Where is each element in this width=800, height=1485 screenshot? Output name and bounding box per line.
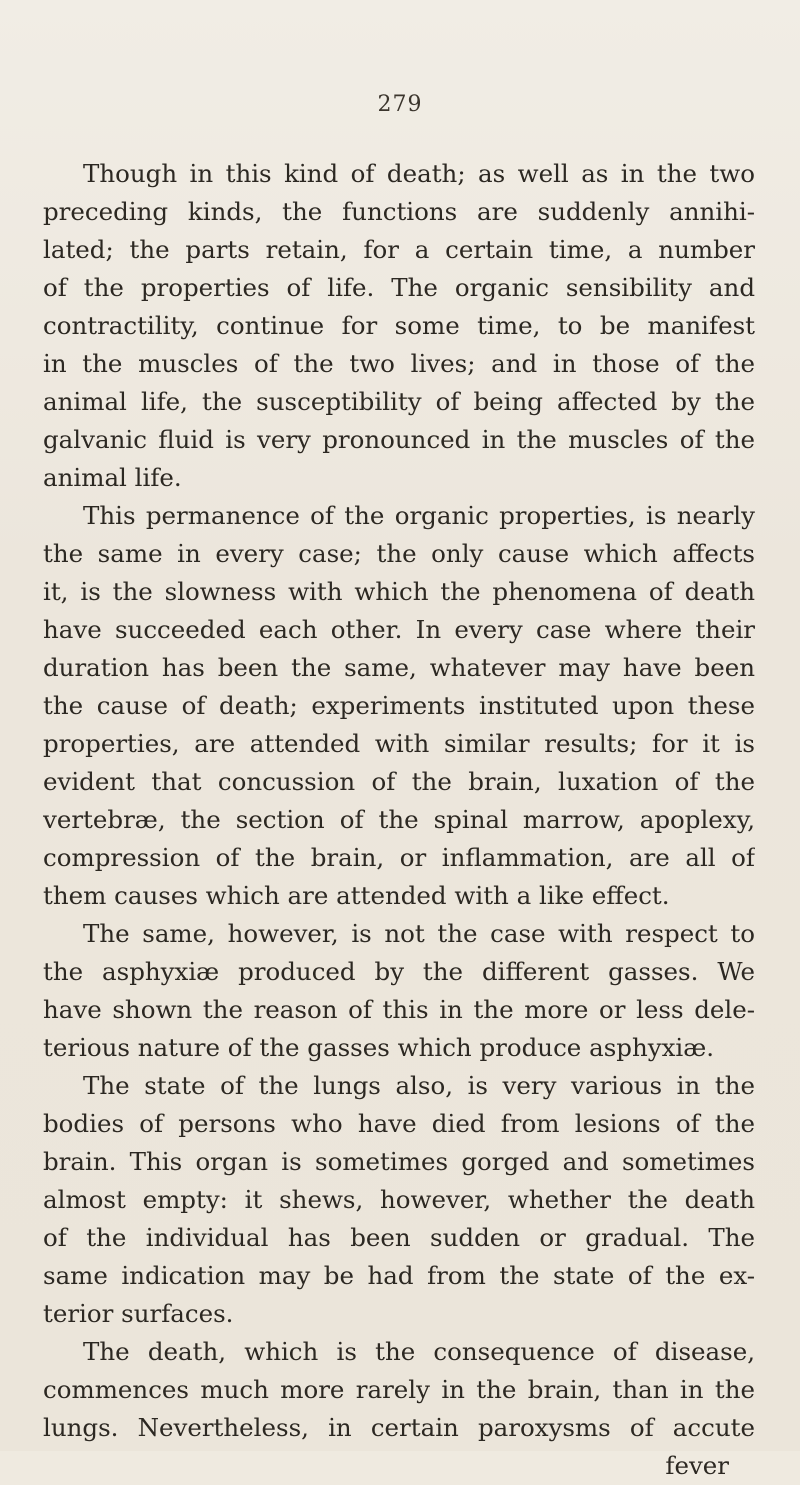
- text-line: lungs. Nevertheless, in certain paroxysms of accute: [43, 1413, 755, 1442]
- text-line: vertebræ, the section of the spinal marrow, apoplexy,: [43, 805, 755, 834]
- text-line: almost empty: it shews, however, whether the death: [43, 1185, 755, 1214]
- text-line: galvanic fluid is very pronounced in the muscles of the: [43, 425, 755, 454]
- text-line: of the individual has been sudden or gradual. The: [43, 1223, 755, 1252]
- text-line: The same, however, is not the case with respect to: [83, 919, 755, 948]
- text-line: properties, are attended with similar results; for it is: [43, 729, 755, 758]
- page-number: 279: [377, 92, 423, 117]
- text-line: same indication may be had from the state of the ex-: [43, 1261, 755, 1290]
- text-lines: [43, 155, 755, 1447]
- text-line: terious nature of the gasses which produce asphyxiæ.: [43, 1033, 715, 1062]
- text-line: terior surfaces.: [43, 1299, 234, 1328]
- text-line: of the properties of life. The organic sensibility and: [43, 273, 755, 302]
- body-text: [43, 155, 755, 1485]
- text-line: animal life.: [43, 463, 182, 492]
- text-line: This permanence of the organic properties, is nearly: [83, 501, 755, 530]
- text-line: The state of the lungs also, is very various in the: [83, 1071, 755, 1100]
- text-line: commences much more rarely in the brain, than in the: [43, 1375, 755, 1404]
- text-line: duration has been the same, whatever may have been: [43, 653, 755, 682]
- text-line: have succeeded each other. In every case where their: [43, 615, 755, 644]
- text-line: lated; the parts retain, for a certain time, a number: [43, 235, 755, 264]
- text-line: them causes which are attended with a like effect.: [43, 881, 670, 910]
- text-line: the asphyxiæ produced by the different gasses. We: [43, 957, 755, 986]
- text-line: evident that concussion of the brain, luxation of the: [43, 767, 755, 796]
- text-line: the same in every case; the only cause which affects: [43, 539, 755, 568]
- text-line: it, is the slowness with which the phenomena of death: [43, 577, 755, 606]
- text-line: brain. This organ is sometimes gorged and sometimes: [43, 1147, 755, 1176]
- text-line: the cause of death; experiments instituted upon these: [43, 691, 755, 720]
- text-line: preceding kinds, the functions are suddenly annihi-: [43, 197, 755, 226]
- text-line: Though in this kind of death; as well as in the two: [83, 159, 755, 188]
- text-line: bodies of persons who have died from lesions of the: [43, 1109, 755, 1138]
- text-line: compression of the brain, or inflammation, are all of: [43, 843, 755, 872]
- text-line: in the muscles of the two lives; and in those of the: [43, 349, 755, 378]
- text-line: contractility, continue for some time, to be manifest: [43, 311, 755, 340]
- catchword: fever: [665, 1451, 729, 1480]
- text-line: animal life, the susceptibility of being affected by the: [43, 387, 755, 416]
- text-line: The death, which is the consequence of disease,: [83, 1337, 755, 1366]
- text-line: have shown the reason of this in the more or less dele-: [43, 995, 755, 1024]
